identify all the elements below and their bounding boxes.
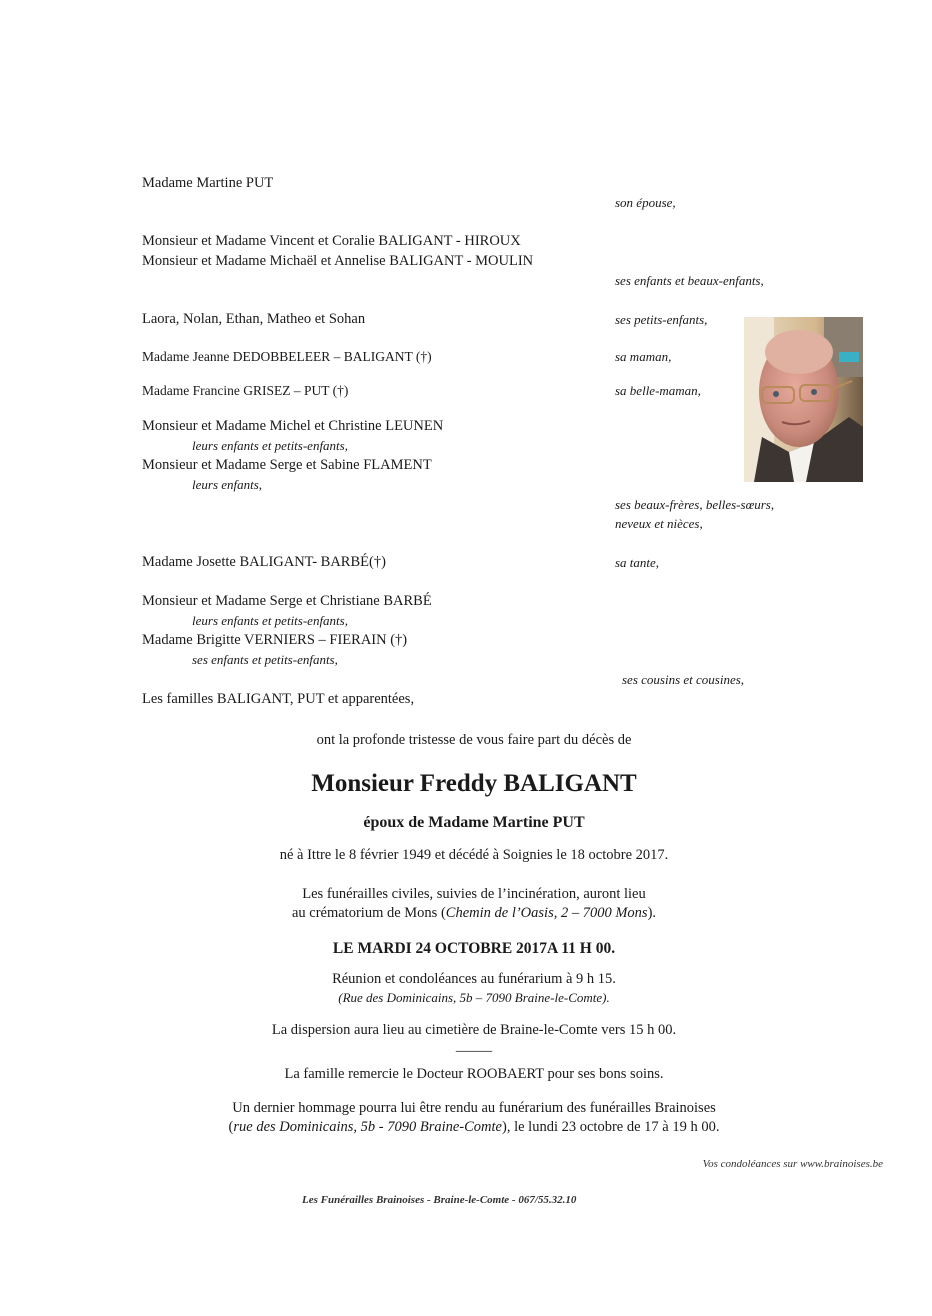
- crematorium-address: Chemin de l’Oasis, 2 – 7000 Mons: [445, 905, 648, 921]
- separator-line: _____: [455, 1038, 493, 1054]
- family-sub-leunen: leurs enfants et petits-enfants,: [192, 438, 348, 453]
- spouse-line: époux de Madame Martine PUT: [363, 814, 585, 831]
- family-sub-barbe: leurs enfants et petits-enfants,: [192, 613, 348, 628]
- relation-children: ses enfants et beaux-enfants,: [615, 273, 764, 288]
- family-name-child-2: Monsieur et Madame Michaël et Annelise BALIGANT - MOULIN: [142, 253, 534, 269]
- relation-spouse: son épouse,: [615, 195, 676, 210]
- tribute-line-2-suffix: ), le lundi 23 octobre de 17 à 19 h 00.: [502, 1119, 720, 1135]
- family-sub-verniers: ses enfants et petits-enfants,: [192, 652, 338, 667]
- thanks-line: La famille remercie le Docteur ROOBAERT pour ses bons soins.: [284, 1066, 664, 1082]
- funeral-line-2-suffix: ).: [647, 905, 657, 921]
- tribute-line-1: Un dernier hommage pourra lui être rendu au funérarium des funérailles Brainoises: [232, 1100, 716, 1116]
- tribute-line-2: [0, 1119, 932, 1136]
- family-name-aunt: Madame Josette BALIGANT- BARBÉ(†): [142, 554, 386, 570]
- funeral-line-2: [0, 905, 932, 922]
- relation-grandchildren: ses petits-enfants,: [615, 312, 708, 327]
- family-name-child-1: Monsieur et Madame Vincent et Coralie BALIGANT - HIROUX: [142, 233, 521, 249]
- reunion-line: Réunion et condoléances au funérarium à 9 h 15.: [332, 971, 616, 987]
- relation-cousins: ses cousins et cousines,: [622, 672, 745, 687]
- deceased-photo: [744, 317, 863, 482]
- family-name-families: Les familles BALIGANT, PUT et apparentées,: [142, 691, 415, 707]
- condolences-website-link[interactable]: Vos condoléances sur www.brainoises.be: [702, 1158, 883, 1170]
- relation-mother-in-law: sa belle-maman,: [615, 383, 701, 398]
- birth-death-line: né à Ittre le 8 février 1949 et décédé à Soignies le 18 octobre 2017.: [279, 847, 669, 863]
- family-name-mother: Madame Jeanne DEDOBBELEER – BALIGANT (†): [142, 349, 432, 364]
- funerarium-address: rue des Dominicains, 5b - 7090 Braine-Comte: [233, 1119, 502, 1135]
- tribute-line-2-prefix: (: [228, 1119, 234, 1135]
- family-name-verniers: Madame Brigitte VERNIERS – FIERAIN (†): [142, 632, 408, 648]
- reunion-address: (Rue des Dominicains, 5b – 7090 Braine-le-Comte).: [338, 990, 610, 1005]
- family-name-spouse: Madame Martine PUT: [142, 175, 274, 191]
- portrait-image: [744, 317, 863, 482]
- funeral-line-2-prefix: au crématorium de Mons (: [291, 905, 446, 921]
- family-name-flament: Monsieur et Madame Serge et Sabine FLAMENT: [142, 457, 432, 473]
- family-name-leunen: Monsieur et Madame Michel et Christine LEUNEN: [142, 418, 444, 434]
- funeral-home-info: Les Funérailles Brainoises - Braine-le-Comte - 067/55.32.10: [302, 1194, 577, 1206]
- announcement-intro: ont la profonde tristesse de vous faire part du décès de: [316, 732, 632, 748]
- relation-in-laws-line-2: neveux et nièces,: [615, 516, 703, 531]
- relation-in-laws-line-1: ses beaux-frères, belles-sœurs,: [615, 497, 775, 512]
- family-name-mother-in-law: Madame Francine GRISEZ – PUT (†): [142, 383, 349, 398]
- family-name-grandchildren: Laora, Nolan, Ethan, Matheo et Sohan: [142, 311, 366, 327]
- ceremony-date: LE MARDI 24 OCTOBRE 2017A 11 H 00.: [332, 940, 616, 957]
- funeral-line-1: Les funérailles civiles, suivies de l’incinération, auront lieu: [302, 886, 646, 902]
- relation-mother: sa maman,: [615, 349, 672, 364]
- deceased-name: Monsieur Freddy BALIGANT: [311, 770, 637, 797]
- family-name-barbe: Monsieur et Madame Serge et Christiane BARBÉ: [142, 593, 432, 609]
- relation-aunt: sa tante,: [615, 555, 660, 570]
- dispersion-line: La dispersion aura lieu au cimetière de Braine-le-Comte vers 15 h 00.: [271, 1022, 677, 1038]
- family-sub-flament: leurs enfants,: [192, 477, 263, 492]
